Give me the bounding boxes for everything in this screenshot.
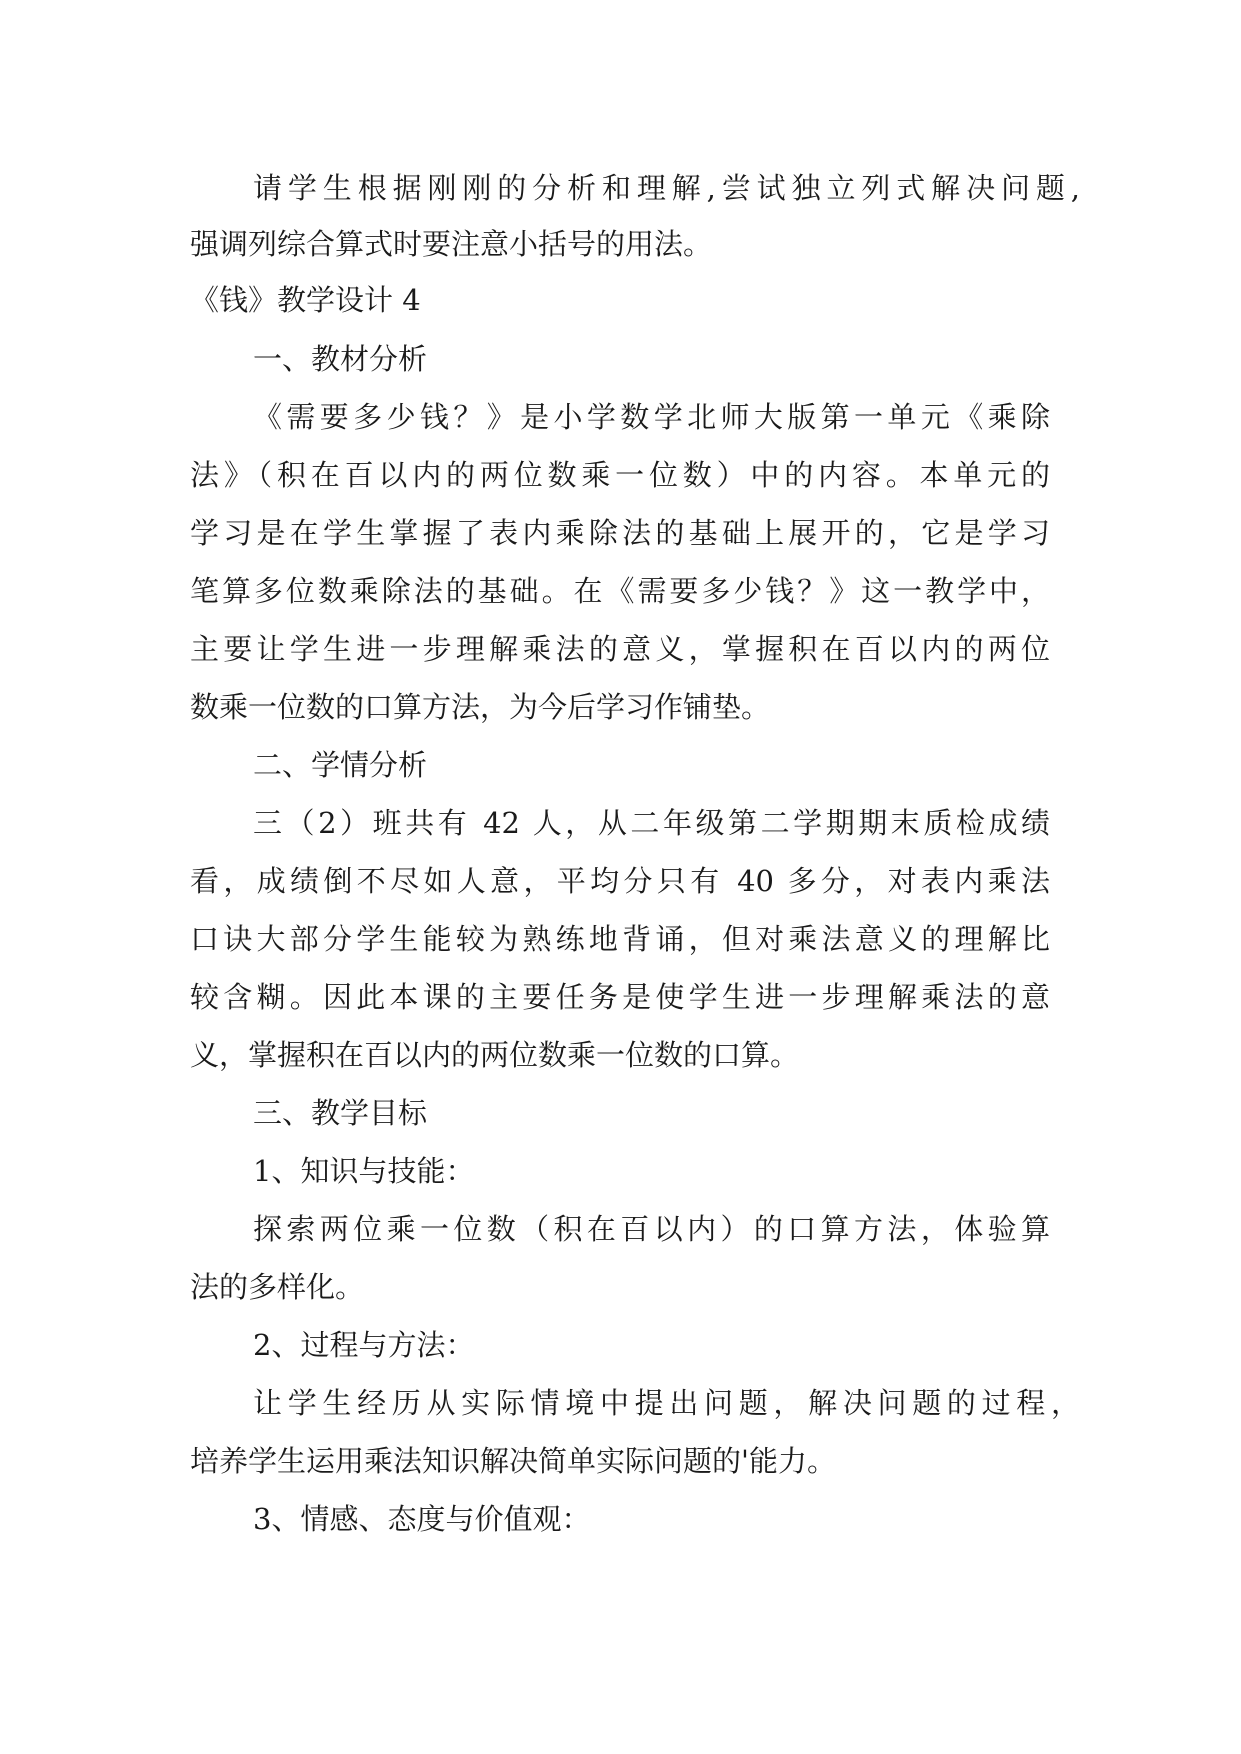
paragraph-line: 培养学生运用乘法知识解决简单实际问题的'能力。 [190, 1444, 836, 1478]
paragraph-line: 让学生经历从实际情境中提出问题，解决问题的过程， [253, 1386, 1080, 1420]
paragraph-line: 三（2）班共有 42 人，从二年级第二学期期末质检成绩 [253, 806, 1050, 840]
paragraph-line: 笔算多位数乘除法的基础。在《需要多少钱？》这一教学中， [190, 574, 1050, 608]
paragraph-line: 看，成绩倒不尽如人意，平均分只有 40 多分，对表内乘法 [190, 864, 1050, 898]
paragraph-line: 学习是在学生掌握了表内乘除法的基础上展开的，它是学习 [190, 516, 1050, 550]
paragraph-line: 较含糊。因此本课的主要任务是使学生进一步理解乘法的意 [190, 980, 1050, 1014]
heading-student-analysis: 二、学情分析 [253, 748, 428, 782]
paragraph-line: 义，掌握积在百以内的两位数乘一位数的口算。 [190, 1038, 800, 1072]
subheading-process-methods: 2、过程与方法： [253, 1328, 475, 1362]
subheading-knowledge-skills: 1、知识与技能： [253, 1154, 475, 1188]
paragraph-line: 主要让学生进一步理解乘法的意义，掌握积在百以内的两位 [190, 632, 1050, 666]
paragraph-line: 强调列综合算式时要注意小括号的用法。 [190, 227, 713, 261]
paragraph-line: 《需要多少钱？》是小学数学北师大版第一单元《乘除 [253, 400, 1050, 434]
paragraph-line: 口诀大部分学生能较为熟练地背诵，但对乘法意义的理解比 [190, 922, 1050, 956]
subheading-emotion-values: 3、情感、态度与价值观： [253, 1502, 591, 1536]
paragraph-line: 法的多样化。 [190, 1270, 365, 1304]
section-title: 《钱》教学设计 4 [190, 283, 421, 317]
paragraph-line: 探索两位乘一位数（积在百以内）的口算方法，体验算 [253, 1212, 1050, 1246]
heading-teaching-goals: 三、教学目标 [253, 1096, 428, 1130]
paragraph-line: 法》（积在百以内的两位数乘一位数）中的内容。本单元的 [190, 458, 1050, 492]
paragraph-line: 数乘一位数的口算方法，为今后学习作铺垫。 [190, 690, 771, 724]
heading-textbook-analysis: 一、教材分析 [253, 342, 428, 376]
paragraph-line: 请学生根据刚刚的分析和理解,尝试独立列式解决问题, [253, 171, 1080, 205]
